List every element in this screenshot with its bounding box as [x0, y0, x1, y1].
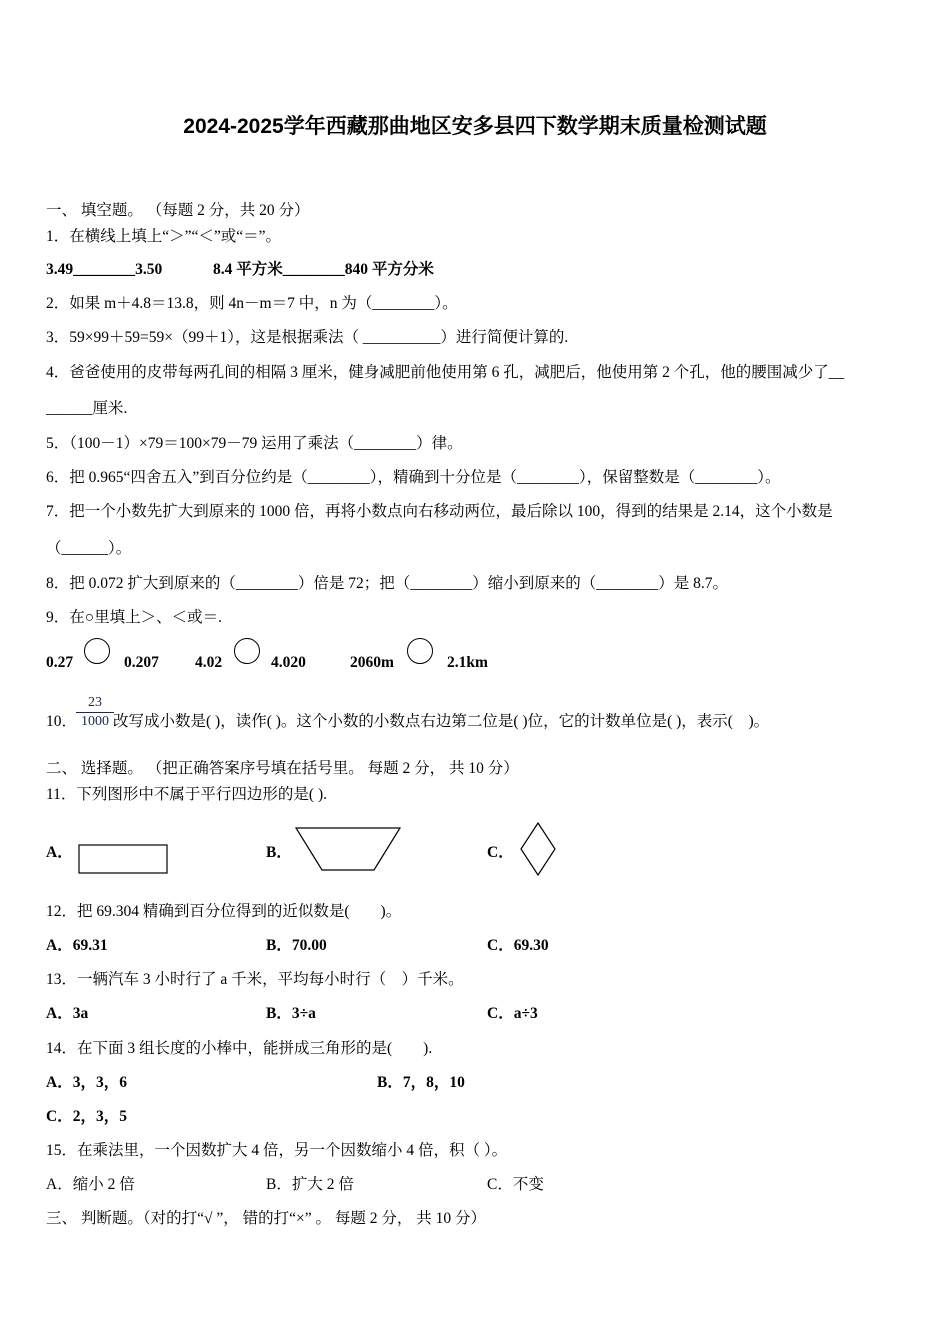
q11-option-a: A． — [46, 844, 73, 861]
blank-circle-icon — [83, 637, 111, 665]
q9-compare-1-left: 0.27 — [46, 654, 74, 671]
rhombus-figure — [519, 821, 557, 877]
question-6: 6．把 0.965“四舍五入”到百分位约是（________），精确到十分位是（________），保留整数是（________）。 — [46, 469, 781, 486]
q14-option-b: B．7，8，10 — [377, 1074, 465, 1091]
question-4-line-1: 4．爸爸使用的皮带每两孔间的相隔 3 厘米，健身减肥前他使用第 6 孔，减肥后，他使用第 2 个孔，他的腰围减少了__ — [46, 364, 845, 381]
q14-option-a: A．3，3，6 — [46, 1074, 127, 1091]
fraction — [76, 695, 114, 730]
q15-option-a: A．缩小 2 倍 — [46, 1176, 135, 1193]
question-5: 5．（100－1）×79＝100×79－79 运用了乘法（________）律。 — [46, 435, 463, 452]
q15-option-c: C．不变 — [487, 1176, 544, 1193]
q15-option-b: B．扩大 2 倍 — [266, 1176, 354, 1193]
question-7-line-1: 7．把一个小数先扩大到原来的 1000 倍，再将小数点向右移动两位，最后除以 100，得到的结果是 2.14，这个小数是 — [46, 503, 833, 520]
question-8: 8．把 0.072 扩大到原来的（________）倍是 72；把（________）缩小到原来的（________）是 8.7。 — [46, 575, 729, 592]
question-4-line-2: ______厘米. — [46, 400, 128, 417]
q9-compare-2-right: 4.020 — [271, 654, 306, 671]
q11-option-c: C． — [487, 844, 514, 861]
q13-option-a: A．3a — [46, 1005, 89, 1022]
section-heading-true-false: 三、 判断题。（对的打“√ ”， 错的打“×” 。 每题 2 分， 共 10 分） — [46, 1210, 487, 1227]
q9-compare-3-left: 2060m — [350, 654, 394, 671]
q12-option-a: A．69.31 — [46, 937, 108, 954]
question-13: 13．一辆汽车 3 小时行了 a 千米，平均每小时行（ ）千米。 — [46, 971, 464, 988]
trapezoid-figure — [294, 826, 402, 872]
q14-option-c: C．2，3，5 — [46, 1108, 127, 1125]
question-2: 2．如果 m＋4.8＝13.8，则 4n－m＝7 中，n 为（________）。 — [46, 295, 458, 312]
question-9: 9．在○里填上＞、＜或＝. — [46, 609, 222, 626]
section-heading-fill-in: 一、 填空题。 （每题 2 分，共 20 分） — [46, 202, 310, 219]
question-11: 11．下列图形中不属于平行四边形的是( ). — [46, 786, 327, 803]
section-heading-multiple-choice: 二、 选择题。 （把正确答案序号填在括号里。 每题 2 分， 共 10 分） — [46, 760, 519, 777]
question-10-number: 10． — [46, 713, 78, 730]
question-7-line-2: （______）。 — [46, 540, 132, 557]
question-1: 1．在横线上填上“＞”“＜”或“＝”。 — [46, 228, 282, 245]
q1-blank-2: 8.4 平方米________840 平方分米 — [213, 261, 434, 278]
q13-option-b: B．3÷a — [266, 1005, 316, 1022]
blank-circle-icon — [406, 637, 434, 665]
q9-compare-3-right: 2.1km — [447, 654, 488, 671]
page-title: 2024-2025学年西藏那曲地区安多县四下数学期末质量检测试题 — [183, 115, 767, 138]
q13-option-c: C．a÷3 — [487, 1005, 538, 1022]
q12-option-b: B．70.00 — [266, 937, 327, 954]
question-12: 12．把 69.304 精确到百分位得到的近似数是( )。 — [46, 903, 402, 920]
fraction-numerator: 23 — [76, 695, 114, 713]
q11-option-b: B． — [266, 844, 292, 861]
q12-option-c: C．69.30 — [487, 937, 549, 954]
rectangle-figure — [78, 844, 169, 875]
question-3: 3．59×99＋59=59×（99＋1），这是根据乘法（ __________）进行简便计算的. — [46, 329, 569, 346]
q9-compare-2-left: 4.02 — [195, 654, 223, 671]
question-15: 15．在乘法里，一个因数扩大 4 倍，另一个因数缩小 4 倍，积（ ）。 — [46, 1142, 508, 1159]
fraction-denominator: 1000 — [81, 714, 109, 729]
question-14: 14．在下面 3 组长度的小棒中，能拼成三角形的是( ). — [46, 1040, 433, 1057]
q9-compare-1-right: 0.207 — [124, 654, 159, 671]
q1-blank-1: 3.49________3.50 — [46, 261, 163, 278]
blank-circle-icon — [233, 637, 261, 665]
question-10: 改写成小数是( )，读作( )。这个小数的小数点右边第二位是( )位，它的计数单位是( )，表示( )。 — [113, 713, 770, 730]
